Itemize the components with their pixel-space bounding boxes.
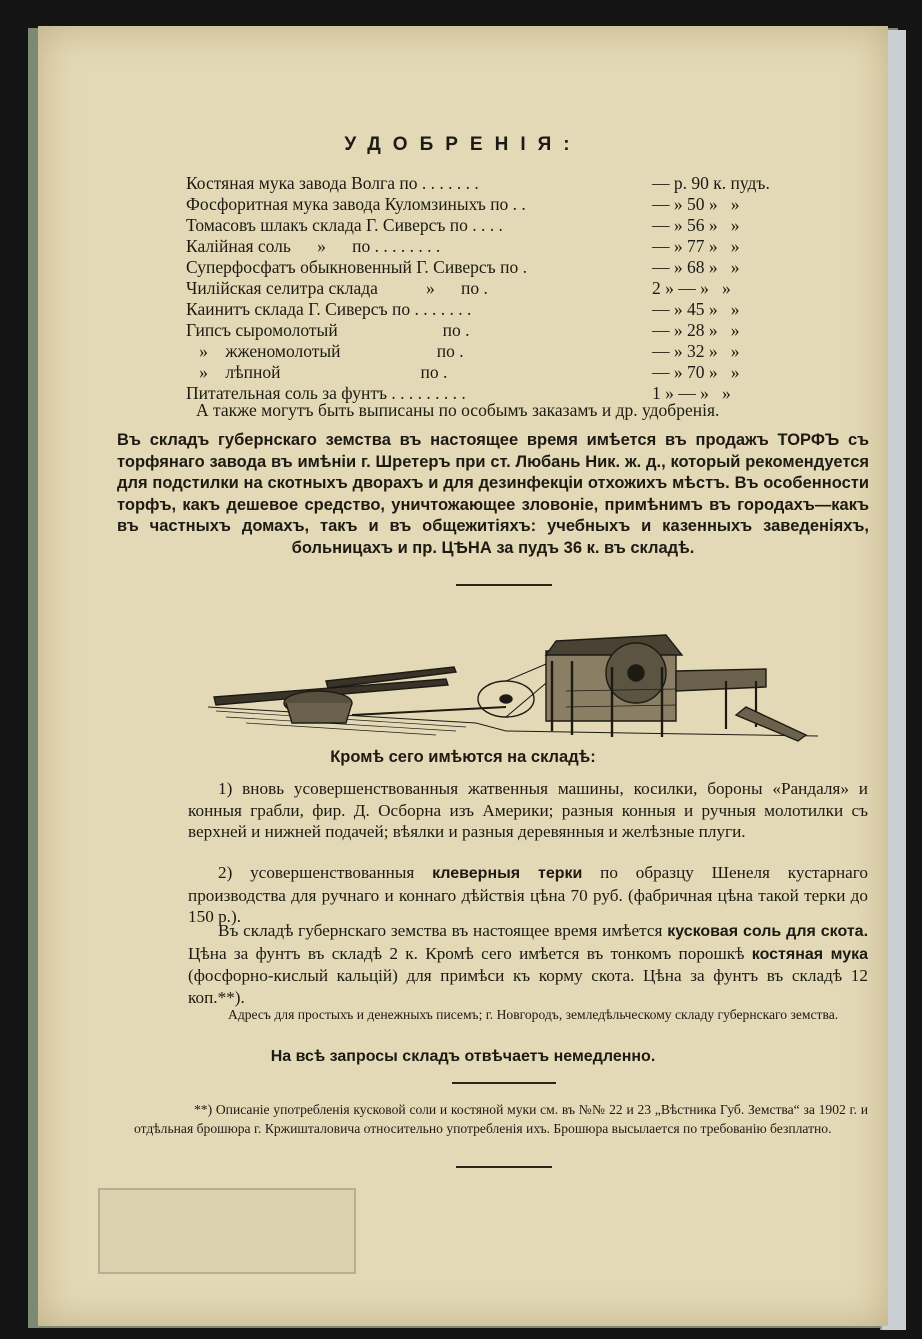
- page-title: УДОБРЕНІЯ:: [344, 134, 582, 155]
- text-run: Цѣна за фунтъ въ складѣ 2 к. Кромѣ сего имѣется въ тонкомъ порошкѣ: [188, 943, 745, 963]
- bold-term: костяная мука: [751, 945, 868, 963]
- text-run: по образцу Шенеля кустарнаго производства для ручнаго и коннаго дѣйствія цѣна 70 руб. (фабричная цѣна такой терки до 150 р.).: [188, 863, 869, 927]
- item-price: — » 50 » »: [652, 194, 740, 214]
- also-available-heading: Кромѣ сего имѣются на складѣ:: [330, 748, 596, 766]
- item-name: Чилійская селитра склада » по .: [186, 278, 488, 298]
- item-price: 1 » — » »: [652, 383, 731, 403]
- salt-paragraph: [188, 920, 868, 1008]
- item-price: — » 70 » »: [652, 362, 740, 382]
- divider: [452, 1082, 556, 1084]
- item-price: — » 32 » »: [652, 341, 740, 361]
- item-price: 2 » — » »: [652, 278, 731, 298]
- bold-term: клеверныя терки: [432, 865, 583, 882]
- item-price: — » 77 » »: [652, 236, 740, 256]
- item-name: Питательная соль за фунтъ . . . . . . . . .: [186, 383, 466, 403]
- text-run: Въ складѣ губернскаго земства въ настоящее время имѣется: [218, 921, 663, 940]
- item-price: — » 28 » »: [652, 320, 740, 340]
- library-stamp: [98, 1188, 356, 1274]
- item-name: Фосфоритная мука завода Куломзиныхъ по . .: [186, 194, 526, 214]
- divider: [456, 1166, 552, 1168]
- item-name: Томасовъ шлакъ склада Г. Сиверсъ по . . . .: [186, 215, 503, 235]
- divider: [456, 584, 552, 586]
- postal-address: Адресъ для простыхъ и денежныхъ писемъ; г. Новгородъ, земледѣльческому складу губернскаго земства.: [228, 1007, 839, 1022]
- item-name: Костяная мука завода Волга по . . . . . . .: [186, 173, 479, 193]
- item-name: Каинитъ склада Г. Сиверсъ по . . . . . . .: [186, 299, 472, 319]
- clover-grater-paragraph: [188, 862, 868, 928]
- text-run: (фосфорно-кислый кальцій) для примѣси къ корму скота. Цѣна за фунтъ въ складѣ 12 коп.**).: [188, 966, 868, 1007]
- bold-term: кусковая соль для скота.: [667, 923, 869, 940]
- peat-notice: Въ складъ губернскаго земства въ настоящее время имѣется въ продажъ ТОРФЪ съ торфянаго завода въ имѣніи г. Шретеръ при ст. Любань Ник. ж. д., который рекомендуется для подстилки на скотныхъ дворахъ и для дезинфекціи отхожихъ мѣстъ. Въ особенности торфъ, какъ дешевое средство, уничтожающее зловоніе, примѣнимъ въ городахъ—какъ въ частныхъ домахъ, такъ и въ общежитіяхъ: учебныхъ и казенныхъ заведеніяхъ, больницахъ и пр. ЦѢНА за пудъ 36 к. въ складѣ.: [117, 431, 869, 557]
- reply-notice: На всѣ запросы складъ отвѣчаетъ немедленно.: [270, 1048, 656, 1065]
- item-name: Суперфосфатъ обыкновенный Г. Сиверсъ по .: [186, 257, 527, 277]
- item-name: » лѣпной по .: [186, 362, 448, 382]
- document-page: [38, 26, 888, 1326]
- item-price: — » 68 » »: [652, 257, 740, 277]
- item-name: Калійная соль » по . . . . . . . .: [186, 236, 441, 256]
- item-price: — » 45 » »: [652, 299, 740, 319]
- item-price: — » 56 » »: [652, 215, 740, 235]
- machinery-paragraph: 1) вновь усовершенствованныя жатвенныя машины, косилки, бороны «Рандаля» и конныя грабли, фир. Д. Осборна изъ Америки; разныя конныя и ручныя молотилки съ верхней и нижней подачей; вѣялки и разныя деревянныя и желѣзные плуги.: [188, 779, 868, 842]
- special-order-note: А также могутъ быть выписаны по особымъ заказамъ и др. удобренія.: [196, 400, 720, 420]
- item-price: — р. 90 к. пудъ.: [652, 173, 770, 193]
- footnote: **) Описаніе употребленія кусковой соли и костяной муки см. въ №№ 22 и 23 „Вѣстника Губ. Земства“ за 1902 г. и отдѣльная брошюра г. Кржишталовича относительно употребленія ихъ. Брошюра высылается по требованію безплатно.: [134, 1102, 868, 1136]
- text-run: 2) усовершенствованныя: [218, 863, 415, 882]
- item-name: Гипсъ сыромолотый по .: [186, 320, 470, 340]
- threshing-machine-illustration: [206, 611, 818, 756]
- item-name: » жженомолотый по .: [186, 341, 464, 361]
